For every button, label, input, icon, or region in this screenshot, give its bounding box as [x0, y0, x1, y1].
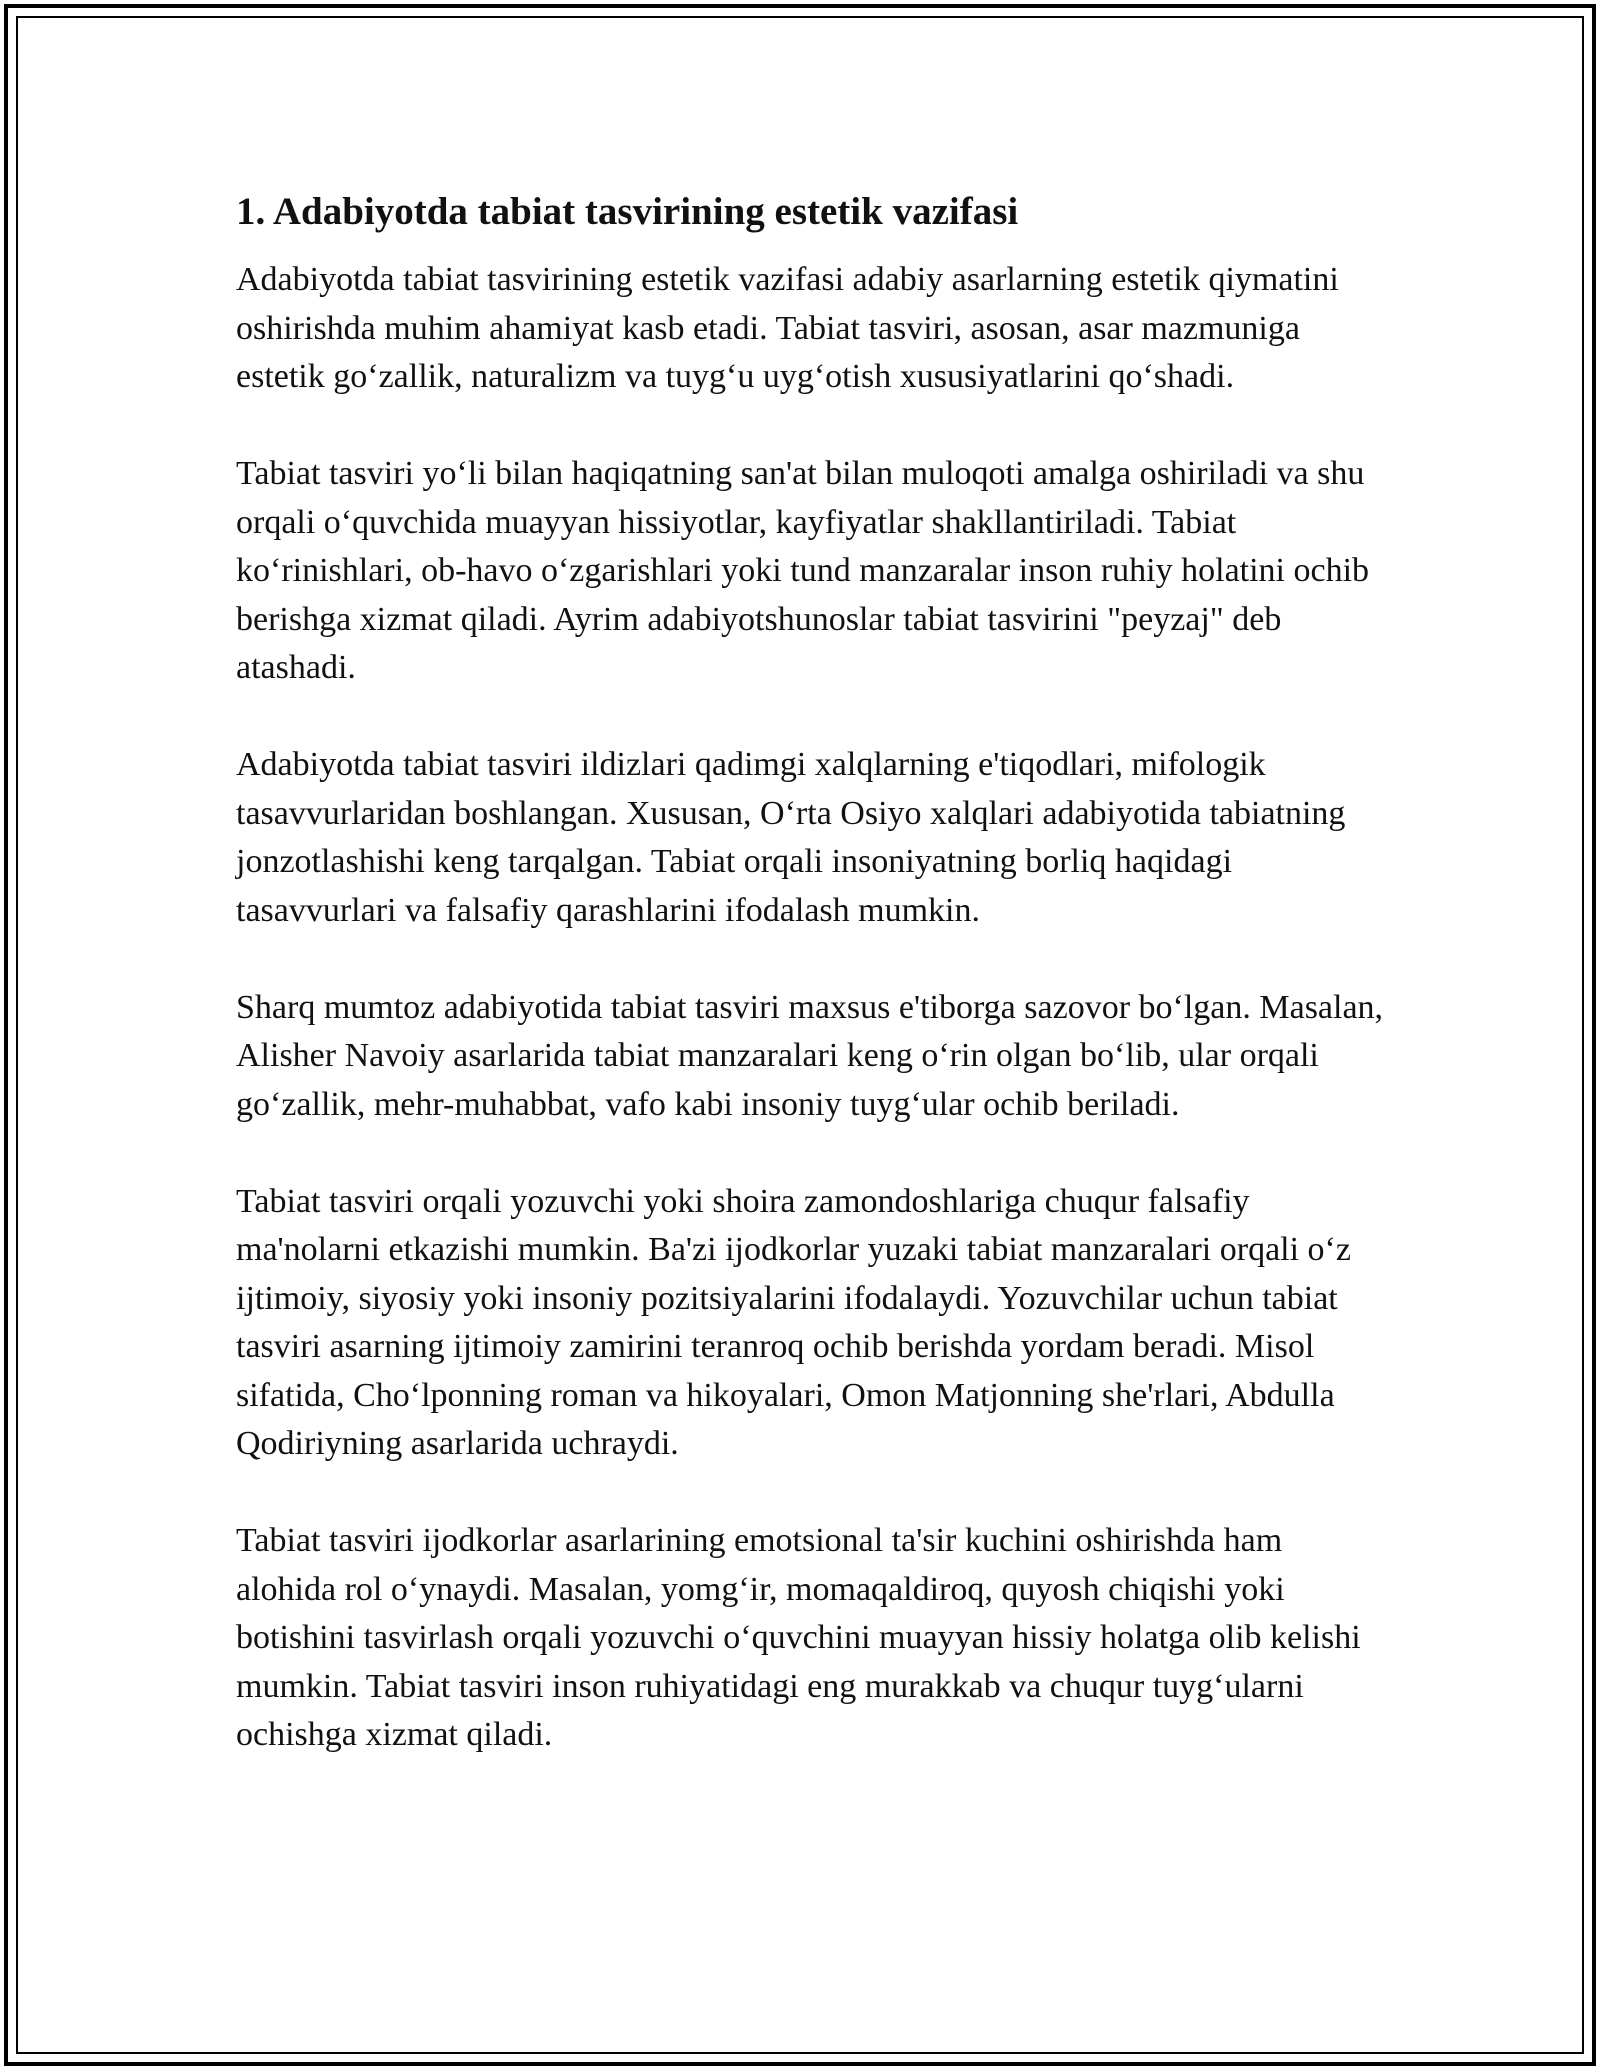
- paragraph-1: Adabiyotda tabiat tasvirining estetik vazifasi adabiy asarlarning estetik qiymatini oshirishda muhim ahamiyat kasb etadi. Tabiat tasviri, asosan, asar mazmuniga estetik go‘zallik, naturalizm va tuyg‘u uyg‘otish xususiyatlarini qo‘shadi.: [236, 261, 1339, 395]
- section-heading: 1. Adabiyotda tabiat tasvirining estetik vazifasi: [236, 190, 1019, 233]
- paragraph-2: Tabiat tasviri yo‘li bilan haqiqatning san'at bilan muloqoti amalga oshiriladi va shu orqali o‘quvchida muayyan hissiyotlar, kayfiyatlar shakllantiriladi. Tabiat ko‘rinishlari, ob-havo o‘zgarishlari yoki tund manzaralar inson ruhiy holatini ochib berishga xizmat qiladi. Ayrim adabiyotshunoslar tabiat tasvirini "peyzaj" deb atashadi.: [236, 455, 1370, 686]
- paragraph-4: Sharq mumtoz adabiyotida tabiat tasviri maxsus e'tiborga sazovor bo‘lgan. Masalan, Alisher Navoiy asarlarida tabiat manzaralari keng o‘rin olgan bo‘lib, ular orqali go‘zallik, mehr-muhabbat, vafo kabi insoniy tuyg‘ular ochib beriladi.: [236, 988, 1384, 1123]
- paragraph-3: Adabiyotda tabiat tasviri ildizlari qadimgi xalqlarning e'tiqodlari, mifologik tasavvurlaridan boshlangan. Xususan, O‘rta Osiyo xalqlari adabiyotida tabiatning jonzotlashishi keng tarqalgan. Tabiat orqali insoniyatning borliq haqidagi tasavvurlari va falsafiy qarashlarini ifodalash mumkin.: [236, 746, 1346, 929]
- paragraph-5: Tabiat tasviri orqali yozuvchi yoki shoira zamondoshlariga chuqur falsafiy ma'nolarni etkazishi mumkin. Ba'zi ijodkorlar yuzaki tabiat manzaralari orqali o‘z ijtimoiy, siyosiy yoki insoniy pozitsiyalarini ifodalaydi. Yozuvchilar uchun tabiat tasviri asarning ijtimoiy zamirini teranroq ochib berishda yordam beradi. Misol sifatida, Cho‘lponning roman va hikoyalari, Omon Matjonning she'rlari, Abdulla Qodiriyning asarlarida uchraydi.: [236, 1182, 1351, 1462]
- document-content: [236, 186, 1386, 1760]
- paragraph-6: Tabiat tasviri ijodkorlar asarlarining emotsional ta'sir kuchini oshirishda ham alohida rol o‘ynaydi. Masalan, yomg‘ir, momaqaldiroq, quyosh chiqishi yoki botishini tasvirlash orqali yozuvchi o‘quvchini muayyan hissiy holatga olib kelishi mumkin. Tabiat tasviri inson ruhiyatidagi eng murakkab va chuqur tuyg‘ularni ochishga xizmat qiladi.: [236, 1522, 1361, 1753]
